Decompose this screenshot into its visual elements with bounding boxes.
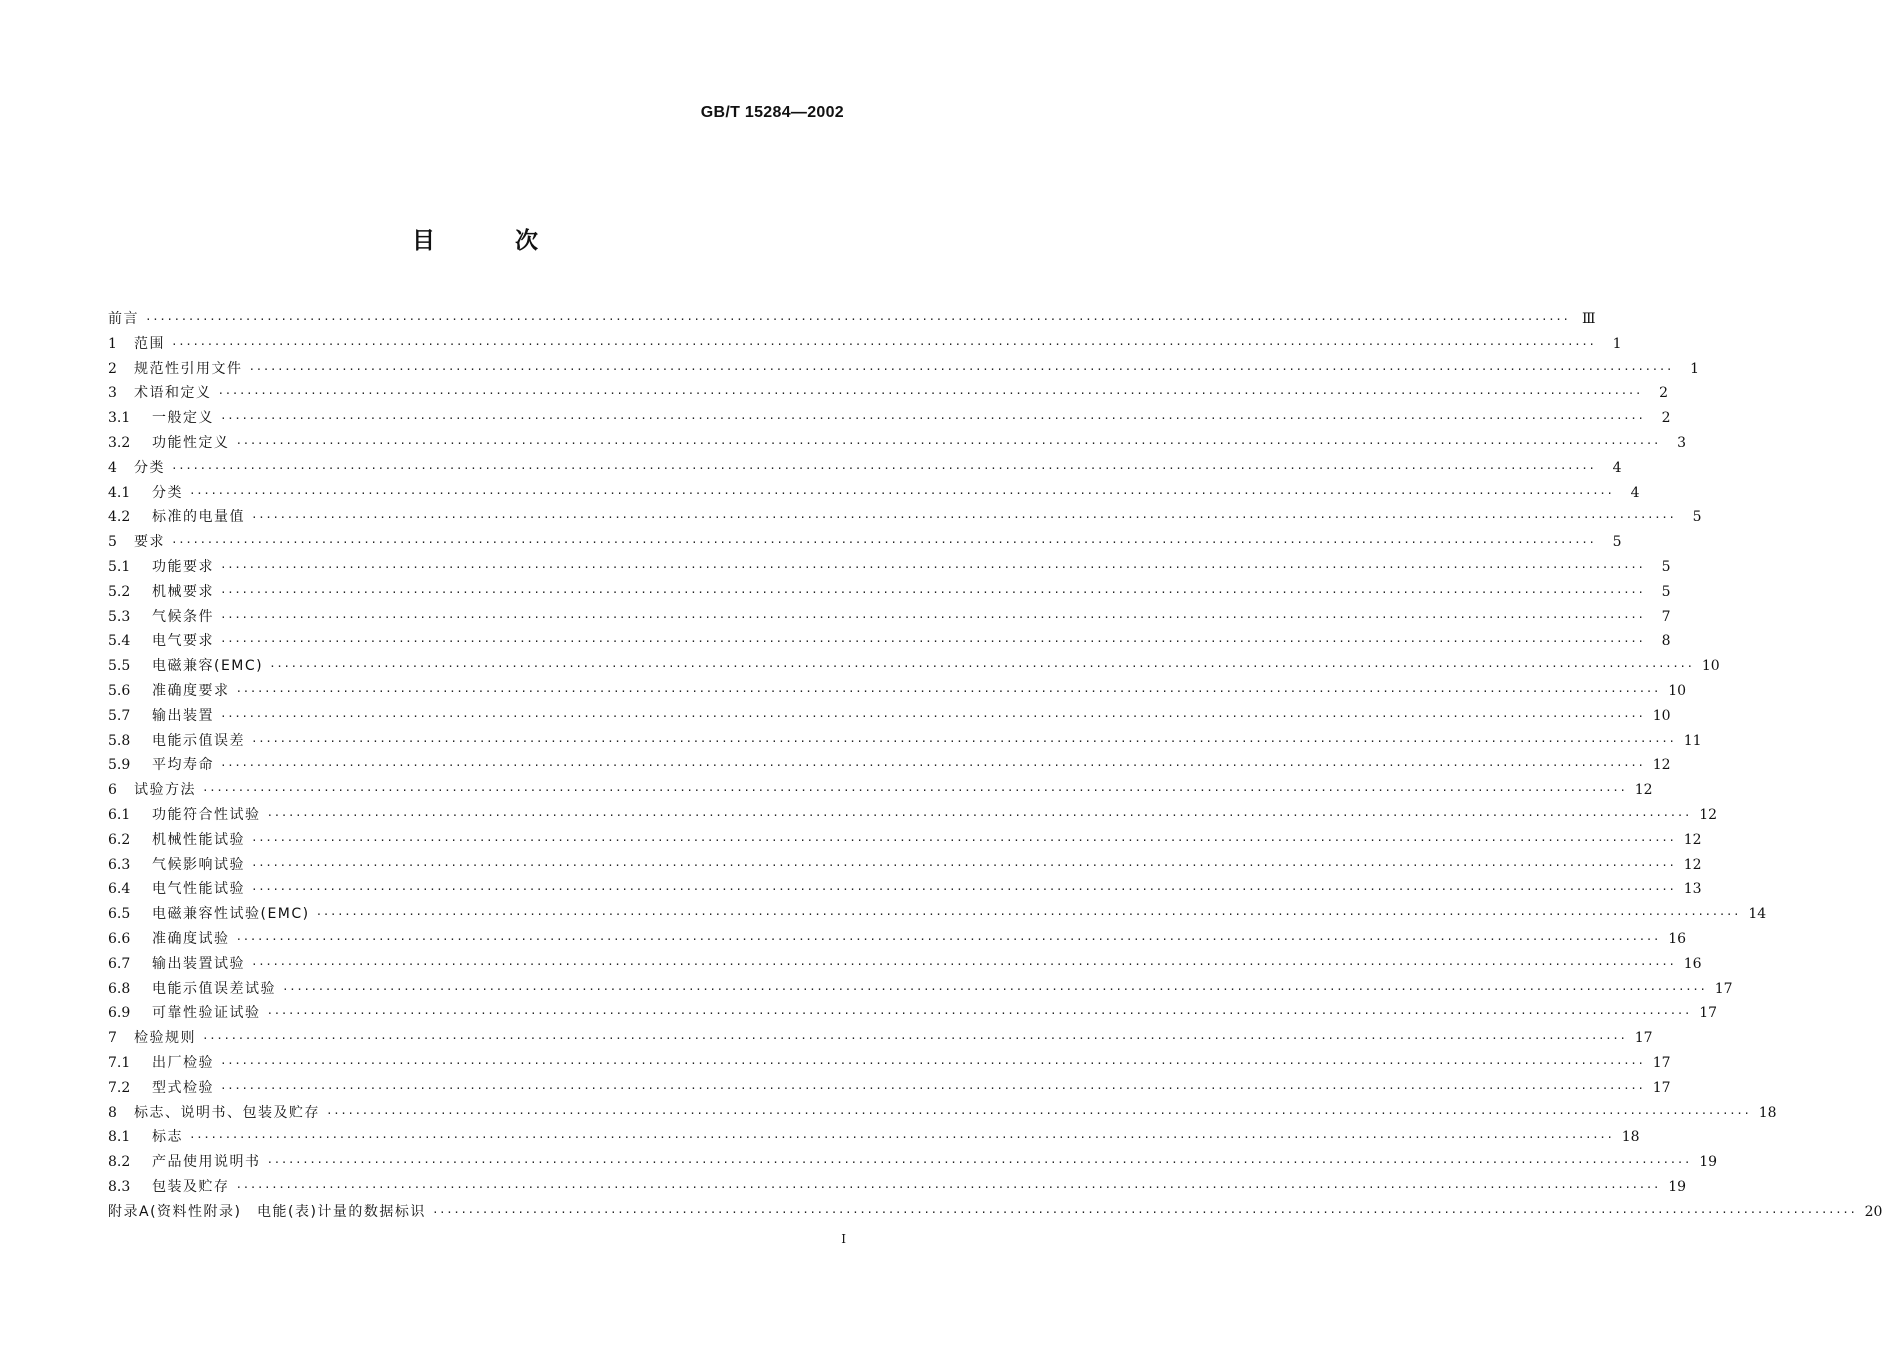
toc-section-title: 分类 [152, 484, 183, 501]
toc-leader-dots: ········································································································································································································ [251, 833, 1676, 847]
toc-entry[interactable] [108, 928, 1687, 953]
toc-section-title: 电能示值误差 [152, 732, 245, 749]
toc-page-number: 17 [1652, 1054, 1671, 1071]
toc-page-number: 5 [1612, 534, 1622, 551]
toc-page-number: 5 [1661, 583, 1671, 600]
toc-leader-dots: ········································································································································································································ [171, 536, 1596, 550]
toc-leader-dots: ········································································································································································································ [266, 808, 1692, 822]
toc-leader-dots: ········································································································································································································ [220, 412, 1645, 426]
page-title: 目次 [412, 228, 618, 254]
toc-page-number: 8 [1661, 633, 1671, 650]
toc-page-number: 12 [1699, 806, 1718, 823]
toc-section-number: 3 [108, 385, 117, 402]
toc-section-number: 4.2 [108, 509, 131, 526]
toc-leader-dots: ········································································································································································································ [269, 660, 1694, 674]
toc-leader-dots: ········································································································································································································ [251, 883, 1676, 897]
toc-section-number: 8.1 [108, 1129, 131, 1146]
toc-leader-dots: ········································································································································································································ [235, 684, 1661, 698]
toc-section-title: 标准的电量值 [152, 509, 245, 526]
toc-entry[interactable] [108, 878, 1702, 903]
table-of-contents [108, 308, 1882, 1225]
toc-section-number: 5.5 [108, 658, 131, 675]
toc-section-title: 型式检验 [152, 1079, 214, 1096]
toc-section-number: 8.2 [108, 1154, 131, 1171]
toc-section-title: 前言 [108, 311, 139, 327]
toc-leader-dots: ········································································································································································································ [248, 362, 1674, 376]
toc-section-number: 4 [108, 459, 117, 476]
toc-page-number: 4 [1630, 484, 1640, 501]
toc-entry[interactable] [108, 705, 1671, 730]
toc-leader-dots: ········································································································································································································ [251, 734, 1676, 748]
toc-leader-dots: ········································································································································································································ [220, 635, 1645, 649]
toc-leader-dots: ········································································································································································································ [235, 932, 1661, 946]
toc-entry[interactable] [108, 1027, 1653, 1052]
toc-section-title: 产品使用说明书 [152, 1154, 261, 1171]
toc-section-title: 气候条件 [152, 608, 214, 625]
toc-page-number: 18 [1758, 1104, 1777, 1121]
toc-leader-dots: ········································································································································································································ [189, 486, 1614, 500]
toc-entry[interactable] [108, 407, 1671, 432]
toc-section-number: 6.8 [108, 980, 131, 997]
toc-section-title: 准确度要求 [152, 682, 230, 699]
toc-leader-dots: ········································································································································································································ [326, 1106, 1751, 1120]
toc-section-title: 电气要求 [152, 633, 214, 650]
toc-leader-dots: ········································································································································································································ [220, 610, 1645, 624]
toc-section-title: 范围 [134, 335, 165, 352]
toc-section-title: 电磁兼容(EMC) [152, 658, 264, 675]
toc-leader-dots: ········································································································································································································ [217, 387, 1643, 401]
toc-section-number: 5.1 [108, 558, 131, 575]
toc-section-title: 检验规则 [134, 1030, 196, 1047]
page-number: I [841, 1232, 846, 1246]
toc-leader-dots: ········································································································································································································ [220, 585, 1645, 599]
toc-section-title: 电气性能试验 [152, 881, 245, 898]
toc-leader-dots: ········································································································································································································ [431, 1205, 1857, 1219]
toc-section-number: 6.3 [108, 856, 131, 873]
toc-entry[interactable] [108, 779, 1653, 804]
toc-entry[interactable] [108, 333, 1622, 358]
toc-entry[interactable] [108, 1002, 1718, 1027]
toc-leader-dots: ········································································································································································································ [220, 1056, 1645, 1070]
toc-page-number: 17 [1714, 980, 1733, 997]
toc-section-number: 5.2 [108, 583, 131, 600]
toc-leader-dots: ········································································································································································································ [251, 858, 1676, 872]
toc-section-number: 5.4 [108, 633, 131, 650]
toc-section-title: 机械要求 [152, 583, 214, 600]
toc-entry[interactable] [108, 432, 1687, 457]
toc-page-number: 1 [1612, 335, 1622, 352]
toc-section-title: 功能符合性试验 [152, 806, 261, 823]
toc-section-number: 3.2 [108, 434, 131, 451]
toc-entry[interactable] [108, 1052, 1671, 1077]
toc-leader-dots: ········································································································································································································ [266, 1156, 1692, 1170]
toc-section-title: 气候影响试验 [152, 856, 245, 873]
toc-entry[interactable] [108, 854, 1702, 879]
toc-page-number: 17 [1652, 1079, 1671, 1096]
toc-leader-dots: ········································································································································································································ [189, 1131, 1614, 1145]
toc-page-number: 19 [1668, 1178, 1687, 1195]
toc-section-title: 输出装置 [152, 707, 214, 724]
toc-section-title: 电能示值误差试验 [152, 980, 276, 997]
toc-leader-dots: ········································································································································································································ [202, 784, 1627, 798]
toc-section-title: 附录A(资料性附录) 电能(表)计量的数据标识 [108, 1203, 426, 1220]
toc-section-title: 标志 [152, 1129, 183, 1146]
toc-leader-dots: ········································································································································································································ [220, 759, 1645, 773]
toc-leader-dots: ········································································································································································································ [315, 908, 1741, 922]
toc-section-number: 5.8 [108, 732, 131, 749]
toc-page-number: 12 [1683, 856, 1702, 873]
toc-leader-dots: ········································································································································································································ [266, 1007, 1692, 1021]
toc-entry[interactable] [108, 655, 1720, 680]
toc-page-number: 18 [1621, 1129, 1640, 1146]
toc-entry[interactable] [108, 730, 1702, 755]
toc-section-title: 术语和定义 [134, 385, 212, 402]
toc-entry[interactable] [108, 1077, 1671, 1102]
toc-page-number: 5 [1692, 509, 1702, 526]
toc-section-number: 4.1 [108, 484, 131, 501]
toc-entry[interactable] [108, 358, 1700, 383]
toc-entry[interactable] [108, 581, 1671, 606]
toc-section-number: 7.2 [108, 1079, 131, 1096]
toc-page-number: 12 [1634, 782, 1653, 799]
toc-section-number: 7.1 [108, 1054, 131, 1071]
toc-entry[interactable] [108, 680, 1687, 705]
toc-entry[interactable] [108, 531, 1622, 556]
toc-leader-dots: ········································································································································································································ [202, 1032, 1627, 1046]
toc-leader-dots: ········································································································································································································ [220, 1081, 1645, 1095]
toc-entry[interactable] [108, 482, 1640, 507]
toc-section-title: 准确度试验 [152, 930, 230, 947]
toc-section-title: 分类 [134, 459, 165, 476]
toc-section-number: 5 [108, 534, 117, 551]
toc-leader-dots: ········································································································································································································ [235, 1180, 1661, 1194]
toc-page-number: 4 [1612, 459, 1622, 476]
toc-entry[interactable] [108, 1176, 1687, 1201]
toc-entry[interactable] [108, 457, 1622, 482]
toc-page-number: 1 [1690, 360, 1700, 377]
toc-page-number: 2 [1659, 385, 1669, 402]
toc-page-number: 7 [1661, 608, 1671, 625]
toc-leader-dots: ········································································································································································································ [220, 709, 1645, 723]
toc-entry[interactable] [108, 754, 1671, 779]
toc-page-number: 10 [1652, 707, 1671, 724]
toc-section-number: 6.2 [108, 831, 131, 848]
toc-section-number: 6.5 [108, 906, 131, 923]
toc-page-number: 2 [1661, 410, 1671, 427]
toc-entry[interactable] [108, 382, 1669, 407]
toc-leader-dots: ········································································································································································································ [145, 313, 1570, 326]
toc-entry[interactable] [108, 630, 1671, 655]
toc-section-number: 8.3 [108, 1178, 131, 1195]
toc-section-title: 输出装置试验 [152, 955, 245, 972]
toc-page-number: 10 [1701, 658, 1720, 675]
toc-page-number: 14 [1748, 906, 1767, 923]
toc-section-number: 6.4 [108, 881, 131, 898]
toc-page-number: 19 [1699, 1154, 1718, 1171]
toc-page-number: 12 [1683, 831, 1702, 848]
toc-section-number: 6.7 [108, 955, 131, 972]
toc-section-title: 电磁兼容性试验(EMC) [152, 906, 310, 923]
toc-entry[interactable] [108, 829, 1702, 854]
toc-entry[interactable] [108, 978, 1733, 1003]
toc-entry[interactable] [108, 1126, 1640, 1151]
toc-page-number: 17 [1699, 1005, 1718, 1022]
toc-section-number: 5.7 [108, 707, 131, 724]
toc-entry[interactable] [108, 556, 1671, 581]
toc-page-number: 16 [1683, 955, 1702, 972]
toc-section-title: 功能性定义 [152, 434, 230, 451]
toc-page-number: 5 [1661, 558, 1671, 575]
toc-page-number: 10 [1668, 682, 1687, 699]
toc-leader-dots: ········································································································································································································ [251, 957, 1676, 971]
toc-entry[interactable] [108, 804, 1718, 829]
toc-page-number: 3 [1677, 434, 1687, 451]
toc-section-number: 6.6 [108, 930, 131, 947]
toc-leader-dots: ········································································································································································································ [235, 436, 1661, 450]
toc-section-number: 5.9 [108, 757, 131, 774]
toc-section-number: 3.1 [108, 410, 131, 427]
toc-page-number: 17 [1634, 1030, 1653, 1047]
toc-page-number: 13 [1683, 881, 1702, 898]
toc-section-title: 试验方法 [134, 782, 196, 799]
toc-section-number: 6.9 [108, 1005, 131, 1022]
toc-section-number: 7 [108, 1030, 117, 1047]
toc-section-title: 机械性能试验 [152, 831, 245, 848]
toc-leader-dots: ········································································································································································································ [220, 560, 1645, 574]
toc-page-number: 11 [1683, 732, 1702, 749]
toc-section-title: 出厂检验 [152, 1054, 214, 1071]
toc-section-title: 包装及贮存 [152, 1178, 230, 1195]
toc-entry[interactable] [108, 308, 1596, 333]
toc-section-title: 要求 [134, 534, 165, 551]
toc-entry[interactable] [108, 1201, 1882, 1226]
toc-section-number: 6 [108, 782, 117, 799]
toc-leader-dots: ········································································································································································································ [251, 511, 1676, 525]
standard-number: GB/T 15284—2002 [700, 104, 844, 121]
toc-page-number: Ⅲ [1582, 311, 1596, 327]
toc-section-number: 2 [108, 360, 117, 377]
toc-section-title: 标志、说明书、包装及贮存 [134, 1104, 320, 1121]
toc-section-title: 功能要求 [152, 558, 214, 575]
toc-entry[interactable] [108, 953, 1702, 978]
toc-leader-dots: ········································································································································································································ [171, 461, 1596, 475]
toc-section-title: 一般定义 [152, 410, 214, 427]
toc-section-title: 平均寿命 [152, 757, 214, 774]
toc-entry[interactable] [108, 506, 1702, 531]
toc-entry[interactable] [108, 606, 1671, 631]
toc-entry[interactable] [108, 1102, 1777, 1127]
toc-page-number: 16 [1668, 930, 1687, 947]
toc-entry[interactable] [108, 1151, 1718, 1176]
toc-page-number: 20 [1864, 1203, 1882, 1220]
toc-section-number: 6.1 [108, 806, 131, 823]
toc-page-number: 12 [1652, 757, 1671, 774]
toc-entry[interactable] [108, 903, 1767, 928]
toc-section-title: 规范性引用文件 [134, 360, 243, 377]
toc-section-number: 5.6 [108, 682, 131, 699]
toc-section-number: 5.3 [108, 608, 131, 625]
toc-leader-dots: ········································································································································································································ [282, 982, 1707, 996]
toc-section-number: 8 [108, 1104, 117, 1121]
toc-section-number: 1 [108, 335, 117, 352]
toc-section-title: 可靠性验证试验 [152, 1005, 261, 1022]
toc-leader-dots: ········································································································································································································ [171, 337, 1596, 351]
